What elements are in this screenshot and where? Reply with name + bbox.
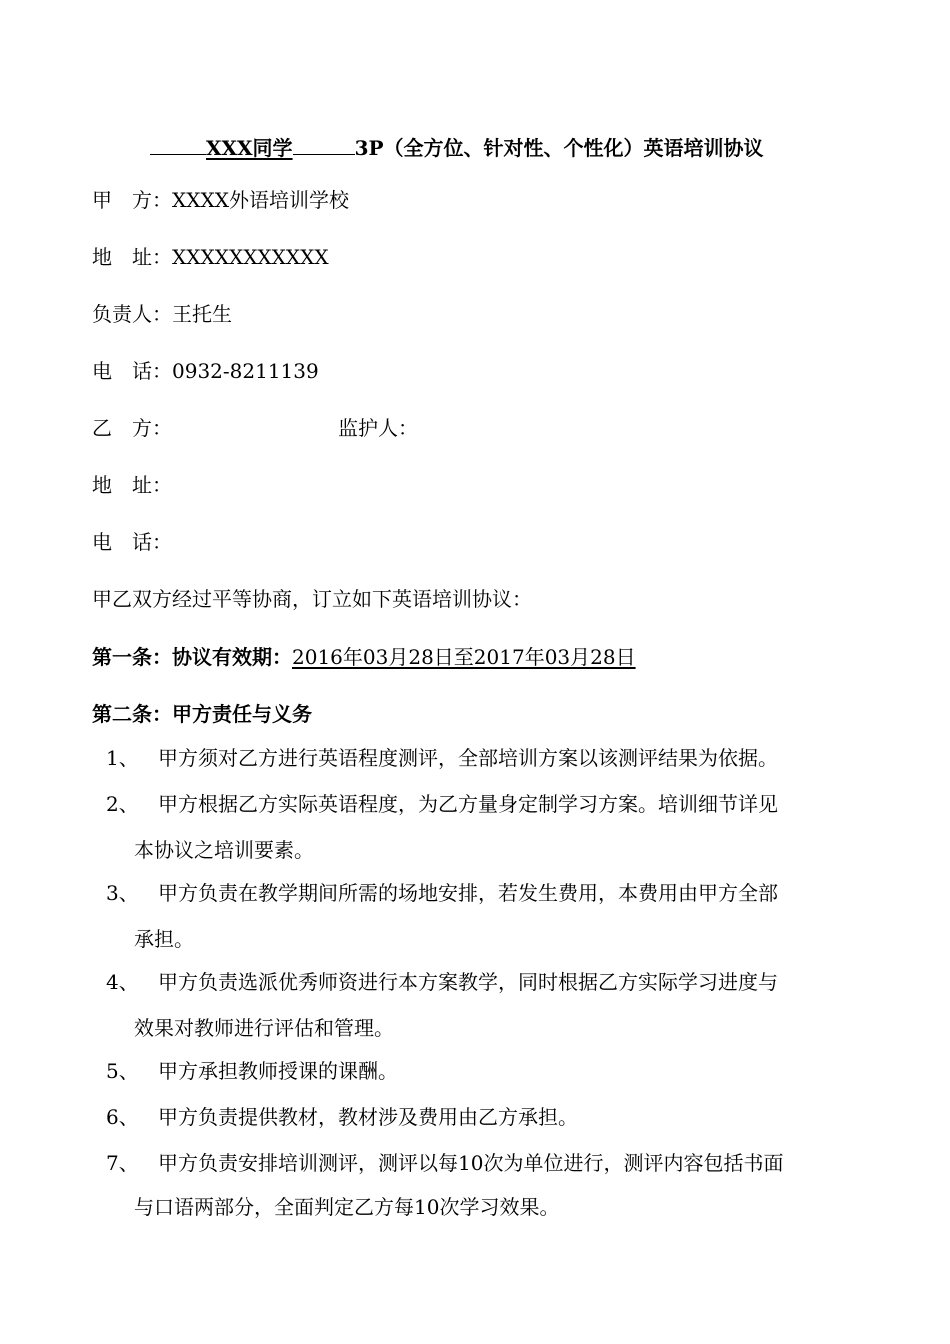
title-blank-right: [293, 136, 355, 155]
party-b-label: 乙 方：: [92, 416, 172, 440]
title-student-name: XXX同学: [206, 136, 293, 160]
title-blank-left: [150, 136, 206, 155]
article-1: [92, 645, 636, 669]
list-item-number: 2、: [106, 792, 139, 816]
party-a-value: XXXX外语培训学校: [172, 188, 349, 212]
list-item: [106, 1059, 398, 1083]
list-item-text: 甲方负责在教学期间所需的场地安排，若发生费用，本费用由甲方全部: [158, 881, 778, 905]
list-item: [106, 1151, 783, 1175]
list-item: [106, 746, 778, 770]
party-a-address-label: 地 址：: [92, 245, 172, 269]
list-item-number: 4、: [106, 970, 139, 994]
title-text: 3P（全方位、针对性、个性化）英语培训协议: [354, 136, 764, 160]
list-item: [106, 792, 778, 816]
guardian-line: [338, 416, 418, 440]
party-a-label: 甲 方：: [92, 188, 172, 212]
list-item: [106, 970, 778, 994]
list-item-text: 甲方根据乙方实际英语程度，为乙方量身定制学习方案。培训细节详见: [158, 792, 778, 816]
document-title: [150, 136, 764, 160]
list-item-continuation: 与口语两部分，全面判定乙方每10次学习效果。: [134, 1195, 560, 1219]
list-item: [106, 1105, 578, 1129]
party-a-manager-line: [92, 302, 232, 326]
party-a-manager-label: 负责人：: [92, 302, 172, 326]
list-item-text: 甲方负责提供教材，教材涉及费用由乙方承担。: [158, 1105, 578, 1129]
list-item-number: 3、: [106, 881, 139, 905]
article-2-heading: 第二条：甲方责任与义务: [92, 702, 312, 726]
list-item-number: 1、: [106, 746, 139, 770]
guardian-label: 监护人：: [338, 416, 418, 440]
list-item-continuation: 承担。: [134, 927, 194, 951]
party-a-manager-value: 王托生: [172, 302, 232, 326]
list-item: [106, 881, 778, 905]
list-item-continuation: 本协议之培训要素。: [134, 838, 314, 862]
party-b-address-label: 地 址：: [92, 473, 172, 497]
list-item-number: 6、: [106, 1105, 139, 1129]
party-b-phone-line: [92, 530, 172, 554]
party-a-address-value: XXXXXXXXXXX: [172, 245, 329, 269]
party-b-line: [92, 416, 172, 440]
list-item-text: 甲方承担教师授课的课酬。: [158, 1059, 398, 1083]
list-item-continuation: 效果对教师进行评估和管理。: [134, 1016, 394, 1040]
article-1-label: 第一条：协议有效期：: [92, 645, 292, 669]
party-a-phone-label: 电 话：: [92, 359, 172, 383]
list-item-text: 甲方负责安排培训测评，测评以每10次为单位进行，测评内容包括书面: [158, 1151, 784, 1175]
party-b-address-line: [92, 473, 172, 497]
party-a-phone-value: 0932-8211139: [172, 359, 319, 383]
list-item-text: 甲方须对乙方进行英语程度测评，全部培训方案以该测评结果为依据。: [158, 746, 778, 770]
intro-paragraph: 甲乙双方经过平等协商，订立如下英语培训协议：: [92, 587, 532, 611]
list-item-number: 7、: [106, 1151, 139, 1175]
article-1-value: 2016年03月28日至2017年03月28日: [292, 645, 636, 669]
party-b-phone-label: 电 话：: [92, 530, 172, 554]
list-item-text: 甲方负责选派优秀师资进行本方案教学，同时根据乙方实际学习进度与: [158, 970, 778, 994]
party-a-address-line: [92, 245, 329, 269]
party-a-phone-line: [92, 359, 319, 383]
list-item-number: 5、: [106, 1059, 139, 1083]
party-a-line: [92, 188, 349, 212]
